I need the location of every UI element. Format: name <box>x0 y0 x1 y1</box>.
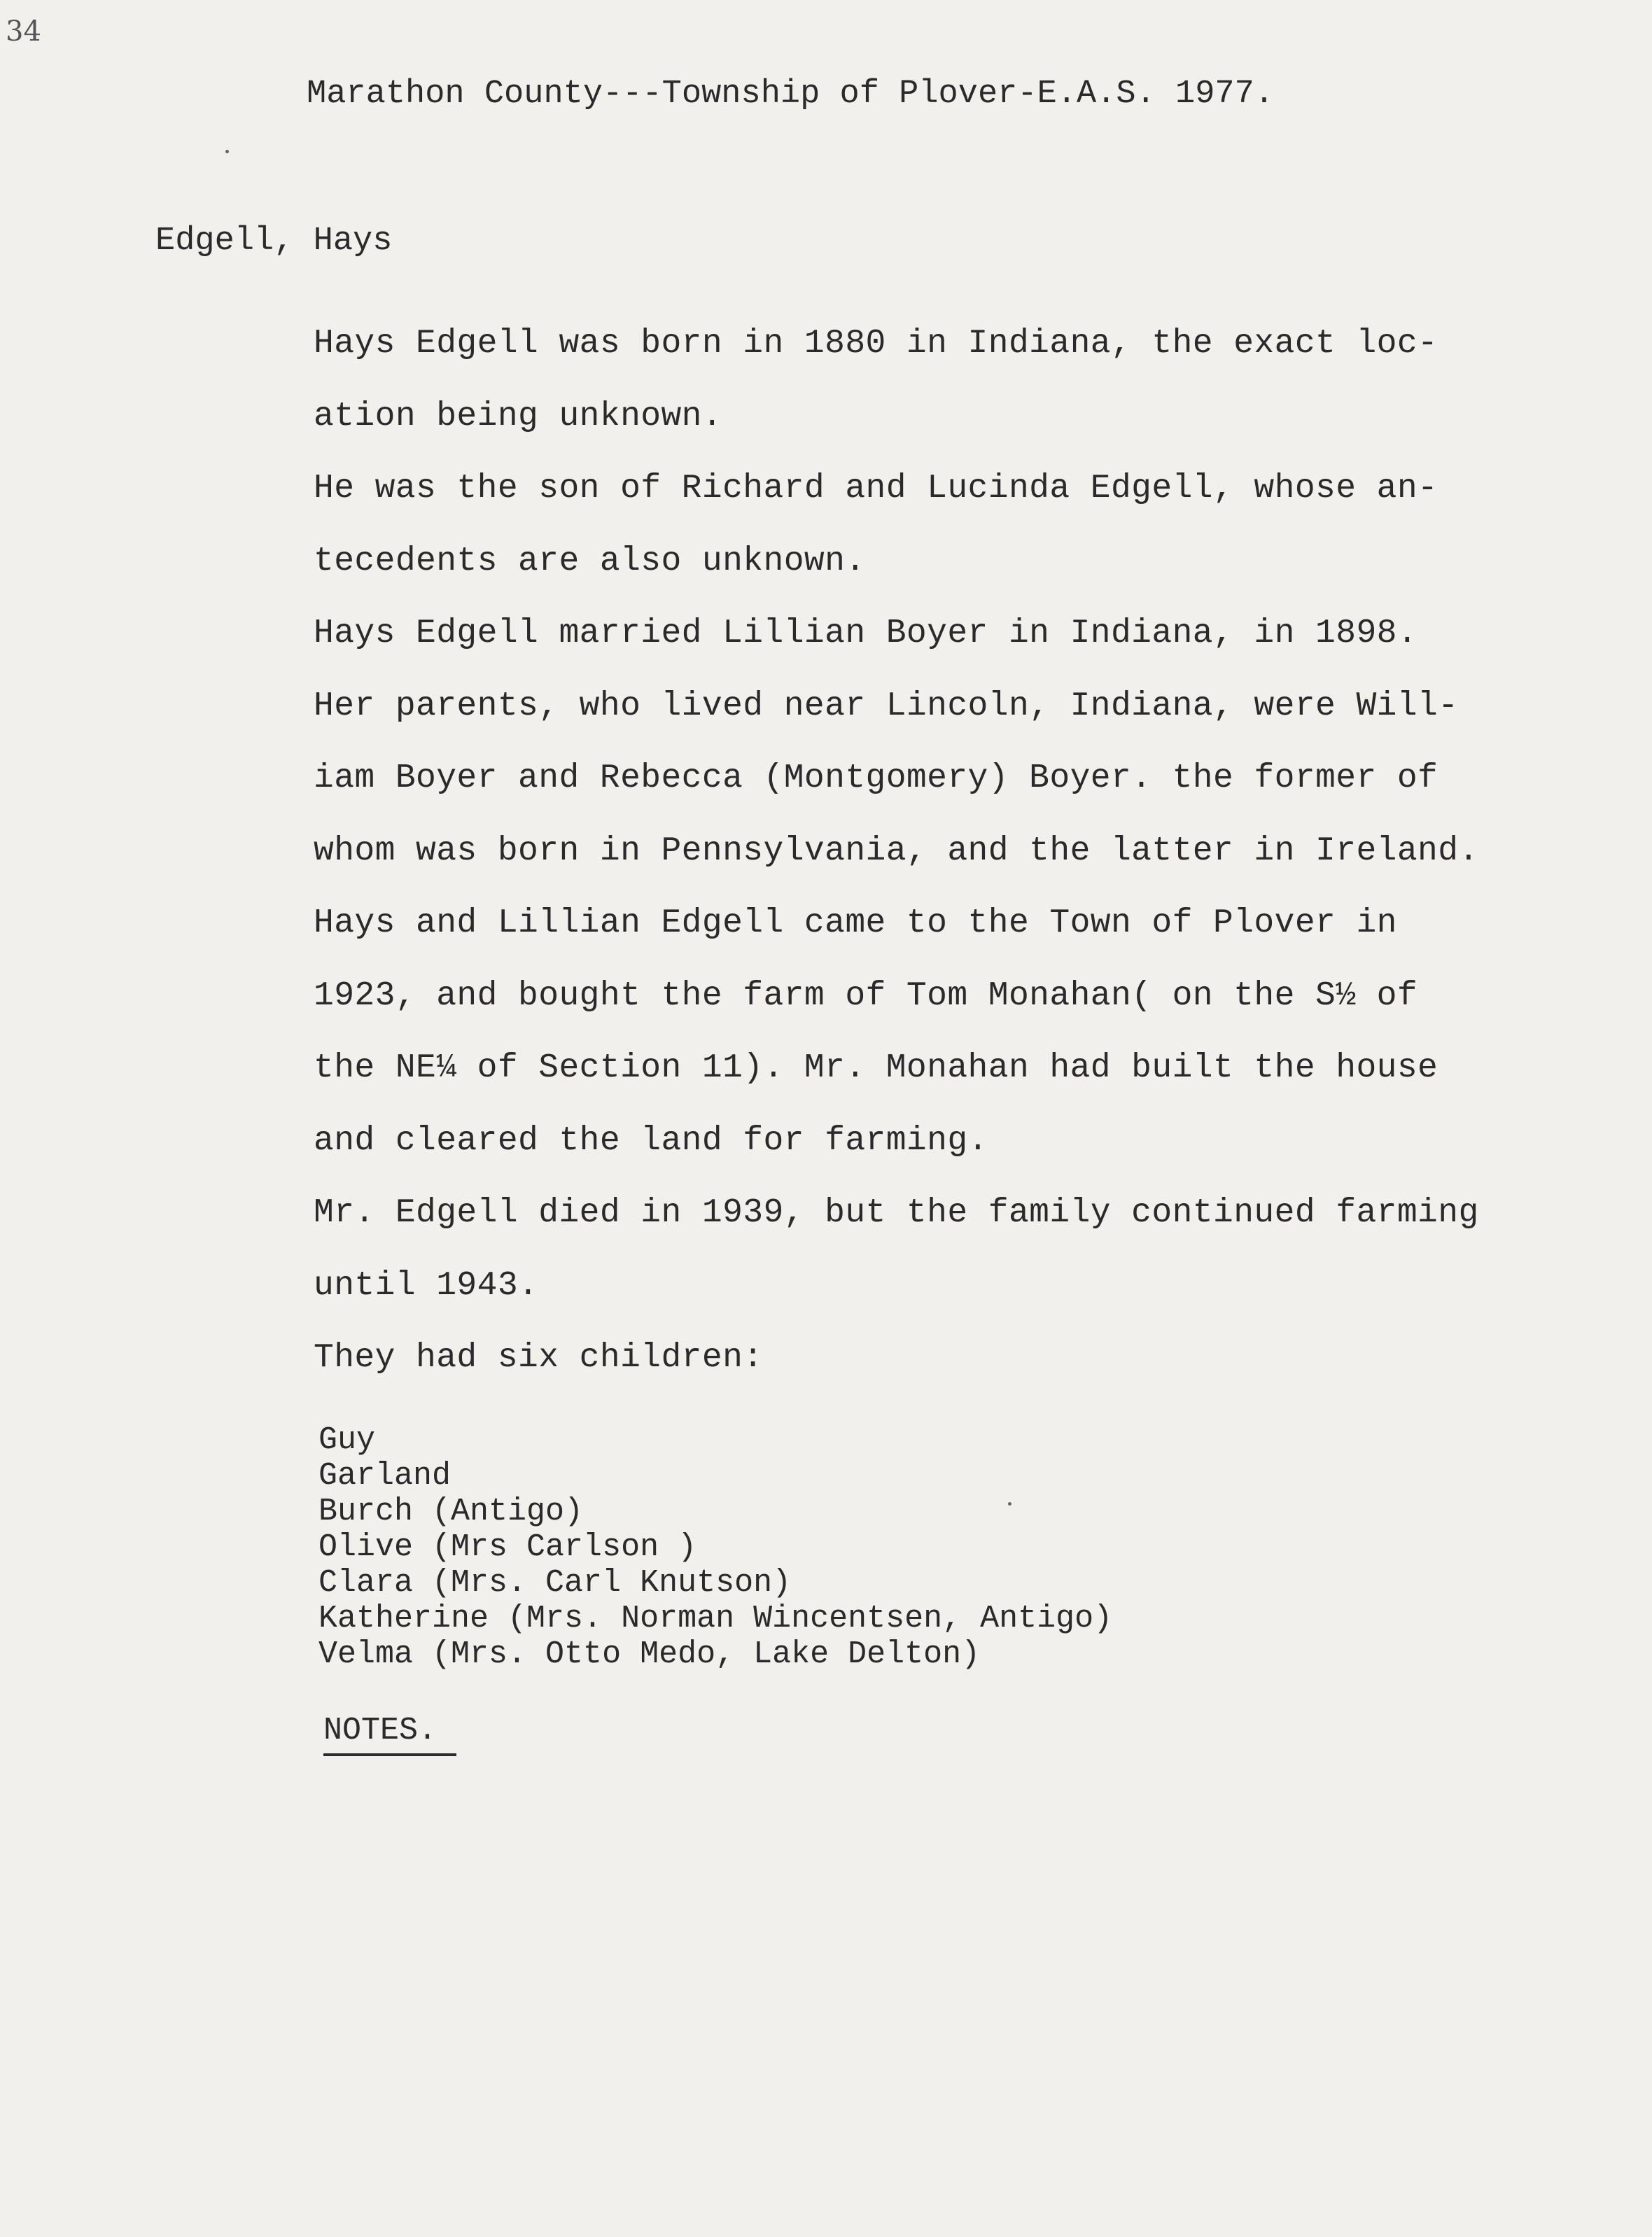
page-header: Marathon County---Township of Plover-E.A.S. 1977. <box>307 76 1275 113</box>
page-number: 34 <box>6 15 41 48</box>
list-item: Guy <box>318 1422 376 1458</box>
body-line: iam Boyer and Rebecca (Montgomery) Boyer. the former of <box>314 759 1438 797</box>
list-item: Clara (Mrs. Carl Knutson) <box>318 1565 792 1601</box>
body-line: Hays Edgell married Lillian Boyer in Indiana, in 1898. <box>314 615 1418 652</box>
body-line: ation being unknown. <box>314 397 723 435</box>
body-text <box>314 325 1574 1412</box>
body-line: the NE¼ of Section 11). Mr. Monahan had built the house <box>314 1049 1438 1087</box>
body-line: They had six children: <box>314 1339 764 1377</box>
list-item: Garland <box>318 1458 451 1494</box>
body-line: Mr. Edgell died in 1939, but the family continued farming <box>314 1194 1479 1232</box>
body-line: until 1943. <box>314 1266 539 1305</box>
notes-underline <box>323 1753 456 1756</box>
paper-speck <box>1008 1502 1011 1506</box>
list-item: Velma (Mrs. Otto Medo, Lake Delton) <box>318 1636 981 1672</box>
children-list <box>318 1422 1112 1672</box>
body-line: whom was born in Pennsylvania, and the latter in Ireland. <box>314 832 1479 870</box>
section-title: Edgell, Hays <box>155 223 393 260</box>
paper-speck <box>225 150 229 153</box>
body-line: Hays and Lillian Edgell came to the Town of Plover in <box>314 904 1397 942</box>
body-line: Her parents, who lived near Lincoln, Indiana, were Will- <box>314 687 1459 725</box>
body-line: tecedents are also unknown. <box>314 542 866 580</box>
body-line: 1923, and bought the farm of Tom Monahan( on the S½ of <box>314 976 1418 1015</box>
body-line: Hays Edgell was born in 1880 in Indiana, the exact loc- <box>314 325 1438 363</box>
list-item: Katherine (Mrs. Norman Wincentsen, Antigo) <box>318 1601 1113 1636</box>
notes-heading: NOTES. <box>323 1713 438 1748</box>
body-line: He was the son of Richard and Lucinda Edgell, whose an- <box>314 470 1438 507</box>
list-item: Olive (Mrs Carlson ) <box>318 1529 697 1565</box>
body-line: and cleared the land for farming. <box>314 1121 988 1160</box>
list-item: Burch (Antigo) <box>318 1494 584 1529</box>
